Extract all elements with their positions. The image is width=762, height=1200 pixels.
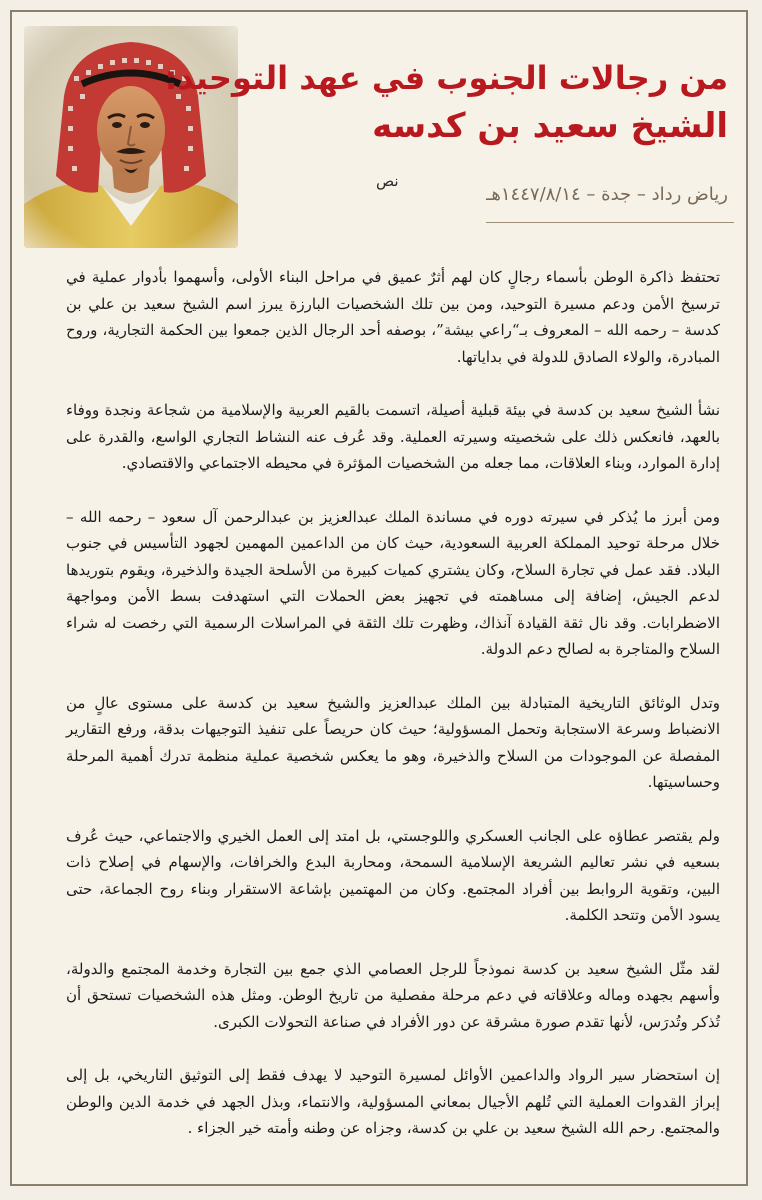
author-byline: رياض رداد – جدة – ١٤٤٧/٨/١٤هـ: [486, 184, 728, 205]
paragraph: وتدل الوثائق التاريخية المتبادلة بين الملك عبدالعزيز والشيخ سعيد بن كدسة على مستوى عالٍ من الانضباط وسرعة الاستجابة وتحمل المسؤولية؛ حيث كان حريصاً على تنفيذ التوجيهات بدقة، ورفع التقارير المفصلة عن الموجودات من السلاح والذخيرة، وهو ما يعكس شخصية عملية منظمة تدرك أهمية المرحلة وحساسيتها.: [66, 693, 720, 791]
article-body: [66, 264, 720, 1169]
paragraph: نشأ الشيخ سعيد بن كدسة في بيئة قبلية أصيلة، اتسمت بالقيم العربية والإسلامية من شجاعة ونجدة ووفاء بالعهد، فانعكس ذلك على شخصيته وسيرته العملية. وقد عُرف عنه النشاط التجاري الواسع، والقدرة على إدارة الموارد، وبناء العلاقات، مما جعله من الشخصيات المؤثرة في محيطه الاجتماعي والاقتصادي.: [66, 401, 720, 472]
text-label: نص: [376, 172, 399, 190]
byline-divider: [486, 222, 734, 223]
paragraph: تحتفظ ذاكرة الوطن بأسماء رجالٍ كان لهم أثرٌ عميق في مراحل البناء الأولى، وأسهموا بأدوار عملية في ترسيخ الأمن ودعم مسيرة التوحيد، ومن بين تلك الشخصيات البارزة يبرز اسم الشيخ سعيد بن علي بن كدسة – رحمه الله – المعروف بـ“راعي بيشة”، بوصفه أحد الرجال الذين جمعوا بين الحكمة التجارية، وروح المبادرة، والولاء الصادق للدولة في بداياتها.: [66, 268, 720, 366]
paragraph: لقد مثّل الشيخ سعيد بن كدسة نموذجاً للرجل العصامي الذي جمع بين التجارة وخدمة المجتمع والدولة، وأسهم بجهده وماله وعلاقاته في دعم مرحلة مفصلية من تاريخ الوطن. ومثل هذه الشخصيات تستحق أن تُذكر وتُدرَس، لأنها تقدم صورة مشرقة عن دور الأفراد في صناعة التحولات الكبرى.: [66, 959, 720, 1031]
paragraph: إن استحضار سير الرواد والداعمين الأوائل لمسيرة التوحيد لا يهدف فقط إلى التوثيق التاريخي، بل إلى إبراز القدوات العملية التي تُلهم الأجيال بمعاني المسؤولية، والانتماء، وبذل الجهد في خدمة الدين والوطن والمجتمع. رحم الله الشيخ سعيد بن علي بن كدسة، وجزاه عن وطنه وأمته خير الجزاء .: [66, 1066, 720, 1137]
paragraph: ولم يقتصر عطاؤه على الجانب العسكري واللوجستي، بل امتد إلى العمل الخيري والاجتماعي، حيث عُرف بسعيه في نشر تعاليم الشريعة الإسلامية السمحة، ومحاربة البدع والخرافات، والإسهام في إصلاح ذات البين، وتقوية الروابط بين أفراد المجتمع. وكان من المهتمين بإشاعة الاستقرار وبناء روح الجماعة، حتى يسود الأمن وتتحد الكلمة.: [66, 826, 720, 924]
article-title-line-2: الشيخ سعيد بن كدسه: [372, 106, 728, 146]
article-title: [164, 54, 728, 150]
article-title-line-1: من رجالات الجنوب في عهد التوحيد:: [164, 59, 728, 97]
article-frame: [10, 10, 748, 1186]
paragraph: ومن أبرز ما يُذكر في سيرته دوره في مساندة الملك عبدالعزيز بن عبدالرحمن آل سعود – رحمه الله – خلال مرحلة توحيد المملكة العربية السعودية، حيث كان من الداعمين المهمين لجهود التأسيس في جنوب البلاد. فقد عمل في تجارة السلاح، وكان يشتري كميات كبيرة من الأسلحة الجيدة والذخيرة، ويقوم بتوريدها لدعم الجيش، إضافة إلى مساهمته في تجهيز بعض الحملات التي استهدفت بسط الأمن ومواجهة الاضطرابات. وقد نال ثقة القيادة آنذاك، وظهرت تلك الثقة في المراسلات الرسمية التي رخصت له شراء السلاح والمتاجرة به لصالح دعم الدولة.: [66, 507, 720, 658]
